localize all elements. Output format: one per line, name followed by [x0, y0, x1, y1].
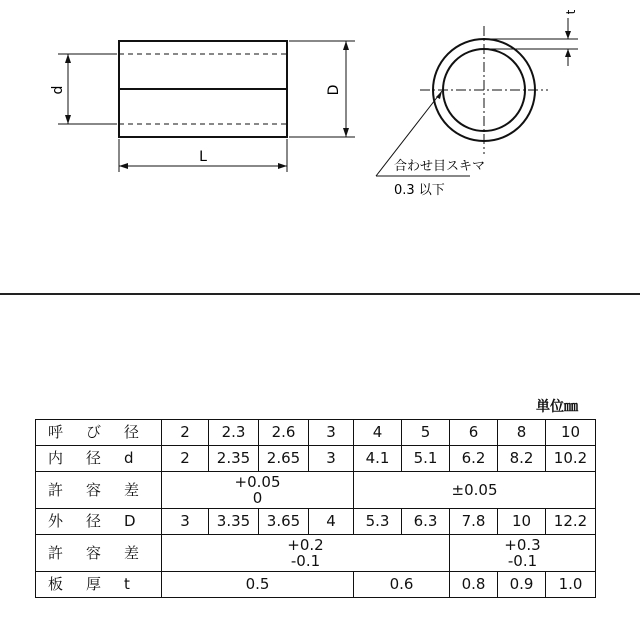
label-thickness: 板 厚 t [36, 572, 162, 598]
cell: 3.65 [259, 509, 309, 535]
cell: 5.1 [402, 446, 450, 472]
cell: 12.2 [546, 509, 596, 535]
cell: 5 [402, 420, 450, 446]
cell: 2.65 [259, 446, 309, 472]
dim-t-label: t [564, 9, 578, 15]
cell: 5.3 [354, 509, 402, 535]
label-outer-tolerance: 許 容 差 [36, 535, 162, 572]
dim-d-label: d [50, 85, 66, 95]
row-inner-tolerance [36, 472, 596, 509]
cell: 3 [162, 509, 209, 535]
cell: 2 [162, 446, 209, 472]
t-arrow-top [565, 31, 571, 39]
cell: 4 [309, 509, 354, 535]
L-arrow-right [278, 163, 287, 169]
L-arrow-left [119, 163, 128, 169]
cell: 2.35 [209, 446, 259, 472]
cell: 2 [162, 420, 209, 446]
d-arrow-bottom [65, 115, 71, 124]
section-divider [0, 293, 640, 295]
cell: 0.9 [498, 572, 546, 598]
seam-label: 合わせ目スキマ [394, 159, 486, 174]
dim-L-label: L [199, 149, 207, 165]
dim-D-label: D [326, 84, 342, 96]
cell: 10 [546, 420, 596, 446]
D-arrow-top [343, 41, 349, 50]
d-arrow-top [65, 54, 71, 63]
row-outer-diameter [36, 509, 596, 535]
label-inner-diameter: 内 径 d [36, 446, 162, 472]
D-arrow-bottom [343, 128, 349, 137]
outer-tolerance-group2: +0.3 -0.1 [450, 535, 596, 572]
cell: 3.35 [209, 509, 259, 535]
inner-tolerance-group2: ±0.05 [354, 472, 596, 509]
label-outer-diameter: 外 径 D [36, 509, 162, 535]
outer-tolerance-group1: +0.2 -0.1 [162, 535, 450, 572]
cell: 3 [309, 420, 354, 446]
cell: 2.6 [259, 420, 309, 446]
row-thickness [36, 572, 596, 598]
thickness-group2: 0.6 [354, 572, 450, 598]
thickness-group1: 0.5 [162, 572, 354, 598]
row-nominal [36, 420, 596, 446]
spec-table [35, 419, 596, 598]
cell: 4 [354, 420, 402, 446]
label-nominal: 呼 び 径 [36, 420, 162, 446]
end-view [376, 18, 578, 176]
inner-tolerance-group1: +0.05 0 [162, 472, 354, 509]
cell: 6.2 [450, 446, 498, 472]
unit-label: 単位㎜ [536, 399, 578, 415]
cell: 8.2 [498, 446, 546, 472]
cell: 6.3 [402, 509, 450, 535]
technical-drawing [0, 0, 640, 300]
cell: 2.3 [209, 420, 259, 446]
cell: 10 [498, 509, 546, 535]
cell: 0.8 [450, 572, 498, 598]
label-inner-tolerance: 許 容 差 [36, 472, 162, 509]
cell: 1.0 [546, 572, 596, 598]
cell: 3 [309, 446, 354, 472]
seam-gap-label: 0.3 以下 [394, 183, 445, 198]
row-inner-diameter [36, 446, 596, 472]
cell: 6 [450, 420, 498, 446]
cell: 8 [498, 420, 546, 446]
cell: 4.1 [354, 446, 402, 472]
cell: 10.2 [546, 446, 596, 472]
cell: 7.8 [450, 509, 498, 535]
t-arrow-bottom [565, 49, 571, 57]
row-outer-tolerance [36, 535, 596, 572]
